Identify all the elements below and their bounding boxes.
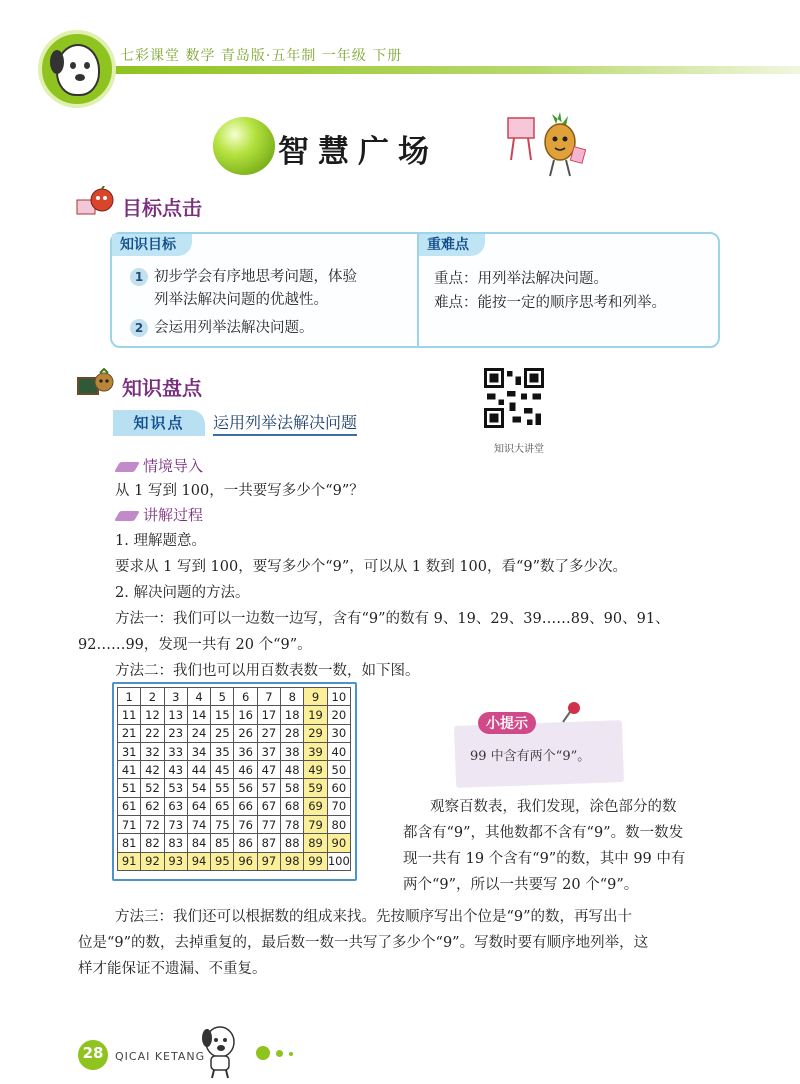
table-cell: 77 xyxy=(257,816,280,834)
table-cell: 70 xyxy=(327,797,350,815)
key-point-tab: 重难点 xyxy=(419,234,485,256)
decor-dot xyxy=(256,1046,270,1060)
tip-text: 99 中含有两个“9”。 xyxy=(470,749,591,764)
table-cell: 16 xyxy=(234,706,257,724)
observe-line4: 两个“9”，所以一共要写 20 个“9”。 xyxy=(403,877,639,893)
observe-line3: 现一共有 19 个含有“9”的数，其中 99 中有 xyxy=(403,851,686,867)
tip-title: 小提示 xyxy=(478,712,536,734)
table-cell: 95 xyxy=(211,852,234,870)
table-row xyxy=(118,779,351,797)
table-cell: 60 xyxy=(327,779,350,797)
scenario-heading: 情境导入 xyxy=(117,455,203,476)
table-cell: 12 xyxy=(141,706,164,724)
table-cell: 85 xyxy=(211,834,234,852)
table-cell: 74 xyxy=(187,816,210,834)
table-cell: 65 xyxy=(211,797,234,815)
table-cell: 64 xyxy=(187,797,210,815)
table-cell: 72 xyxy=(141,816,164,834)
table-row xyxy=(118,742,351,760)
hundred-table xyxy=(117,687,351,871)
footer-brand: QICAI KETANG xyxy=(115,1050,206,1063)
mascot-logo xyxy=(38,30,116,108)
observe-line1: 观察百数表，我们发现，涂色部分的数 xyxy=(430,799,677,815)
table-cell: 9 xyxy=(304,688,327,706)
pencil-icon xyxy=(114,462,140,472)
table-cell: 23 xyxy=(164,724,187,742)
table-cell: 90 xyxy=(327,834,350,852)
table-cell: 49 xyxy=(304,761,327,779)
observe-line2: 都含有“9”，其他数都不含有“9”。数一数发 xyxy=(403,825,684,841)
table-cell: 4 xyxy=(187,688,210,706)
table-cell: 100 xyxy=(327,852,350,870)
table-cell: 28 xyxy=(281,724,304,742)
knowledge-goal-tab: 知识目标 xyxy=(112,234,192,256)
goal-number-2: 2 xyxy=(130,319,148,337)
method1-line1: 方法一：我们可以一边数一边写，含有“9”的数有 9、19、29、39……89、90、91、 xyxy=(115,611,670,627)
dog-icon xyxy=(56,44,100,96)
table-row xyxy=(118,761,351,779)
table-cell: 43 xyxy=(164,761,187,779)
table-cell: 42 xyxy=(141,761,164,779)
table-cell: 84 xyxy=(187,834,210,852)
table-cell: 91 xyxy=(118,852,141,870)
table-cell: 82 xyxy=(141,834,164,852)
table-cell: 67 xyxy=(257,797,280,815)
table-cell: 38 xyxy=(281,742,304,760)
step1-text: 要求从 1 写到 100，要写多少个“9”，可以从 1 数到 100，看“9”数了多少次。 xyxy=(115,559,628,575)
table-cell: 80 xyxy=(327,816,350,834)
goal-item-2: 2 会运用列举法解决问题。 xyxy=(130,317,314,340)
table-cell: 19 xyxy=(304,706,327,724)
step2-heading: 2. 解决问题的方法。 xyxy=(115,585,250,601)
table-cell: 92 xyxy=(141,852,164,870)
table-cell: 83 xyxy=(164,834,187,852)
table-cell: 86 xyxy=(234,834,257,852)
table-row xyxy=(118,706,351,724)
table-cell: 25 xyxy=(211,724,234,742)
series-header: 七彩课堂 数学 青岛版·五年制 一年级 下册 xyxy=(120,48,403,64)
table-cell: 73 xyxy=(164,816,187,834)
table-cell: 18 xyxy=(281,706,304,724)
table-cell: 34 xyxy=(187,742,210,760)
table-cell: 17 xyxy=(257,706,280,724)
inventory-heading: 知识盘点 xyxy=(122,376,202,400)
method2-text: 方法二：我们也可以用百数表数一数，如下图。 xyxy=(115,663,420,679)
table-cell: 27 xyxy=(257,724,280,742)
step1-heading: 1. 理解题意。 xyxy=(115,533,206,549)
table-cell: 8 xyxy=(281,688,304,706)
header-bar xyxy=(112,66,800,74)
decor-dot xyxy=(289,1052,293,1056)
table-cell: 62 xyxy=(141,797,164,815)
pushpin-icon xyxy=(560,700,584,724)
method3-line3: 样才能保证不遗漏、不重复。 xyxy=(78,961,267,977)
table-cell: 76 xyxy=(234,816,257,834)
table-cell: 31 xyxy=(118,742,141,760)
table-cell: 35 xyxy=(211,742,234,760)
apple-mascot-icon xyxy=(76,186,114,218)
table-cell: 58 xyxy=(281,779,304,797)
difficult-point: 难点：能按一定的顺序思考和列举。 xyxy=(434,295,666,311)
table-cell: 11 xyxy=(118,706,141,724)
table-row xyxy=(118,834,351,852)
key-point: 重点：用列举法解决问题。 xyxy=(434,271,608,287)
table-cell: 47 xyxy=(257,761,280,779)
table-cell: 89 xyxy=(304,834,327,852)
table-cell: 57 xyxy=(257,779,280,797)
blackboard-mascot-icon xyxy=(76,368,114,400)
table-cell: 99 xyxy=(304,852,327,870)
table-cell: 21 xyxy=(118,724,141,742)
table-cell: 10 xyxy=(327,688,350,706)
scenario-question: 从 1 写到 100，一共要写多少个“9”？ xyxy=(115,483,364,499)
table-cell: 69 xyxy=(304,797,327,815)
table-cell: 45 xyxy=(211,761,234,779)
goals-box xyxy=(110,232,720,348)
table-row xyxy=(118,797,351,815)
table-row xyxy=(118,852,351,870)
table-row xyxy=(118,816,351,834)
explanation-heading: 讲解过程 xyxy=(117,504,203,525)
table-row xyxy=(118,724,351,742)
table-cell: 59 xyxy=(304,779,327,797)
table-cell: 66 xyxy=(234,797,257,815)
table-cell: 50 xyxy=(327,761,350,779)
table-cell: 79 xyxy=(304,816,327,834)
table-cell: 3 xyxy=(164,688,187,706)
table-cell: 29 xyxy=(304,724,327,742)
table-cell: 98 xyxy=(281,852,304,870)
dog-mascot-icon xyxy=(196,1022,244,1080)
table-cell: 53 xyxy=(164,779,187,797)
table-cell: 32 xyxy=(141,742,164,760)
table-cell: 30 xyxy=(327,724,350,742)
table-cell: 2 xyxy=(141,688,164,706)
qr-code-icon[interactable] xyxy=(484,368,544,428)
table-cell: 48 xyxy=(281,761,304,779)
pencil-icon xyxy=(114,511,140,521)
table-cell: 6 xyxy=(234,688,257,706)
knowledge-point-label: 运用列举法解决问题 xyxy=(213,410,357,436)
table-row xyxy=(118,688,351,706)
goal-item-1: 1 初步学会有序地思考问题，体验 xyxy=(130,266,357,289)
table-cell: 81 xyxy=(118,834,141,852)
page-title: 智慧广场 xyxy=(278,134,438,170)
table-cell: 7 xyxy=(257,688,280,706)
table-cell: 78 xyxy=(281,816,304,834)
table-cell: 1 xyxy=(118,688,141,706)
table-cell: 56 xyxy=(234,779,257,797)
goal-item-1-cont: 列举法解决问题的优越性。 xyxy=(154,292,328,308)
table-cell: 63 xyxy=(164,797,187,815)
table-cell: 15 xyxy=(211,706,234,724)
table-cell: 33 xyxy=(164,742,187,760)
table-cell: 26 xyxy=(234,724,257,742)
table-cell: 61 xyxy=(118,797,141,815)
table-cell: 71 xyxy=(118,816,141,834)
table-cell: 54 xyxy=(187,779,210,797)
decor-dot xyxy=(276,1050,283,1057)
table-cell: 97 xyxy=(257,852,280,870)
table-cell: 87 xyxy=(257,834,280,852)
table-cell: 68 xyxy=(281,797,304,815)
title-ball-icon xyxy=(213,117,275,175)
method3-line2: 位是“9”的数，去掉重复的，最后数一数一共写了多少个“9”。写数时要有顺序地列举，这 xyxy=(78,935,649,951)
table-cell: 37 xyxy=(257,742,280,760)
table-cell: 22 xyxy=(141,724,164,742)
method3-line1: 方法三：我们还可以根据数的组成来找。先按顺序写出个位是“9”的数，再写出十 xyxy=(115,909,633,925)
goal-number-1: 1 xyxy=(130,268,148,286)
table-cell: 20 xyxy=(327,706,350,724)
table-cell: 75 xyxy=(211,816,234,834)
method1-line2: 92……99，发现一共有 20 个“9”。 xyxy=(78,637,312,653)
table-cell: 36 xyxy=(234,742,257,760)
page-number: 28 xyxy=(82,1044,104,1062)
table-cell: 51 xyxy=(118,779,141,797)
goals-heading: 目标点击 xyxy=(122,196,202,220)
table-cell: 24 xyxy=(187,724,210,742)
table-cell: 14 xyxy=(187,706,210,724)
table-cell: 46 xyxy=(234,761,257,779)
table-cell: 55 xyxy=(211,779,234,797)
table-cell: 88 xyxy=(281,834,304,852)
table-cell: 5 xyxy=(211,688,234,706)
table-cell: 13 xyxy=(164,706,187,724)
table-cell: 40 xyxy=(327,742,350,760)
table-cell: 96 xyxy=(234,852,257,870)
pineapple-mascot-icon xyxy=(506,110,586,182)
table-cell: 94 xyxy=(187,852,210,870)
table-cell: 39 xyxy=(304,742,327,760)
table-cell: 93 xyxy=(164,852,187,870)
table-cell: 52 xyxy=(141,779,164,797)
table-cell: 44 xyxy=(187,761,210,779)
qr-caption: 知识大讲堂 xyxy=(494,444,544,455)
knowledge-point-tag: 知识点 xyxy=(113,410,205,436)
table-cell: 41 xyxy=(118,761,141,779)
